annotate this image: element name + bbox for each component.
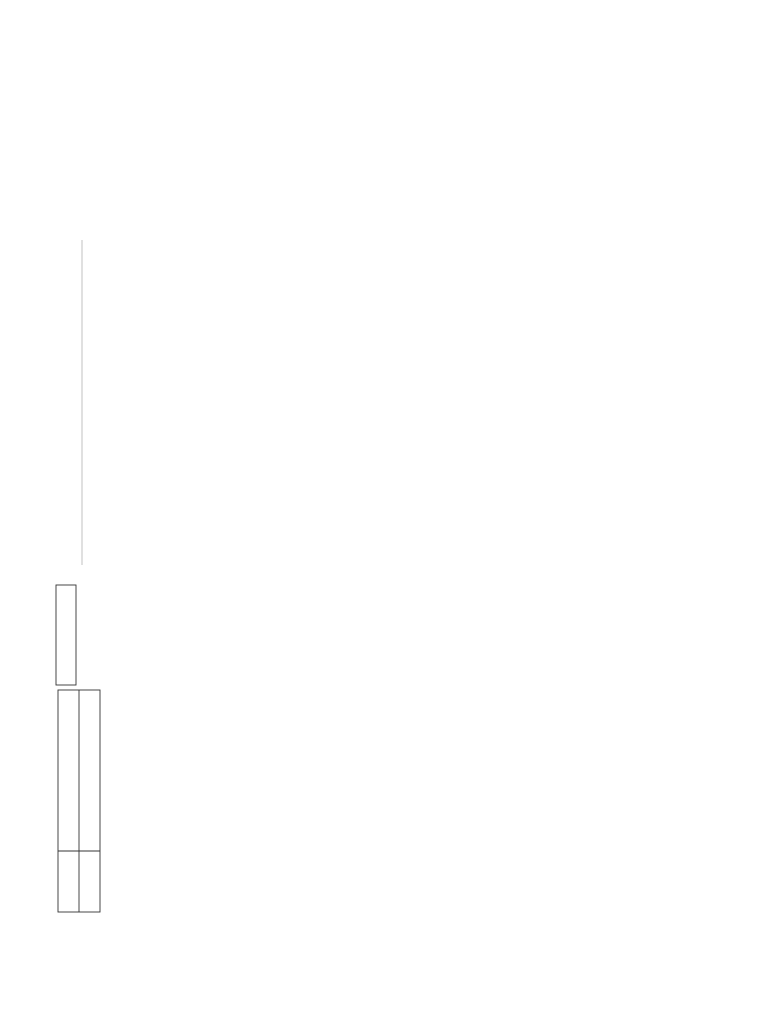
date-box [56, 585, 76, 685]
